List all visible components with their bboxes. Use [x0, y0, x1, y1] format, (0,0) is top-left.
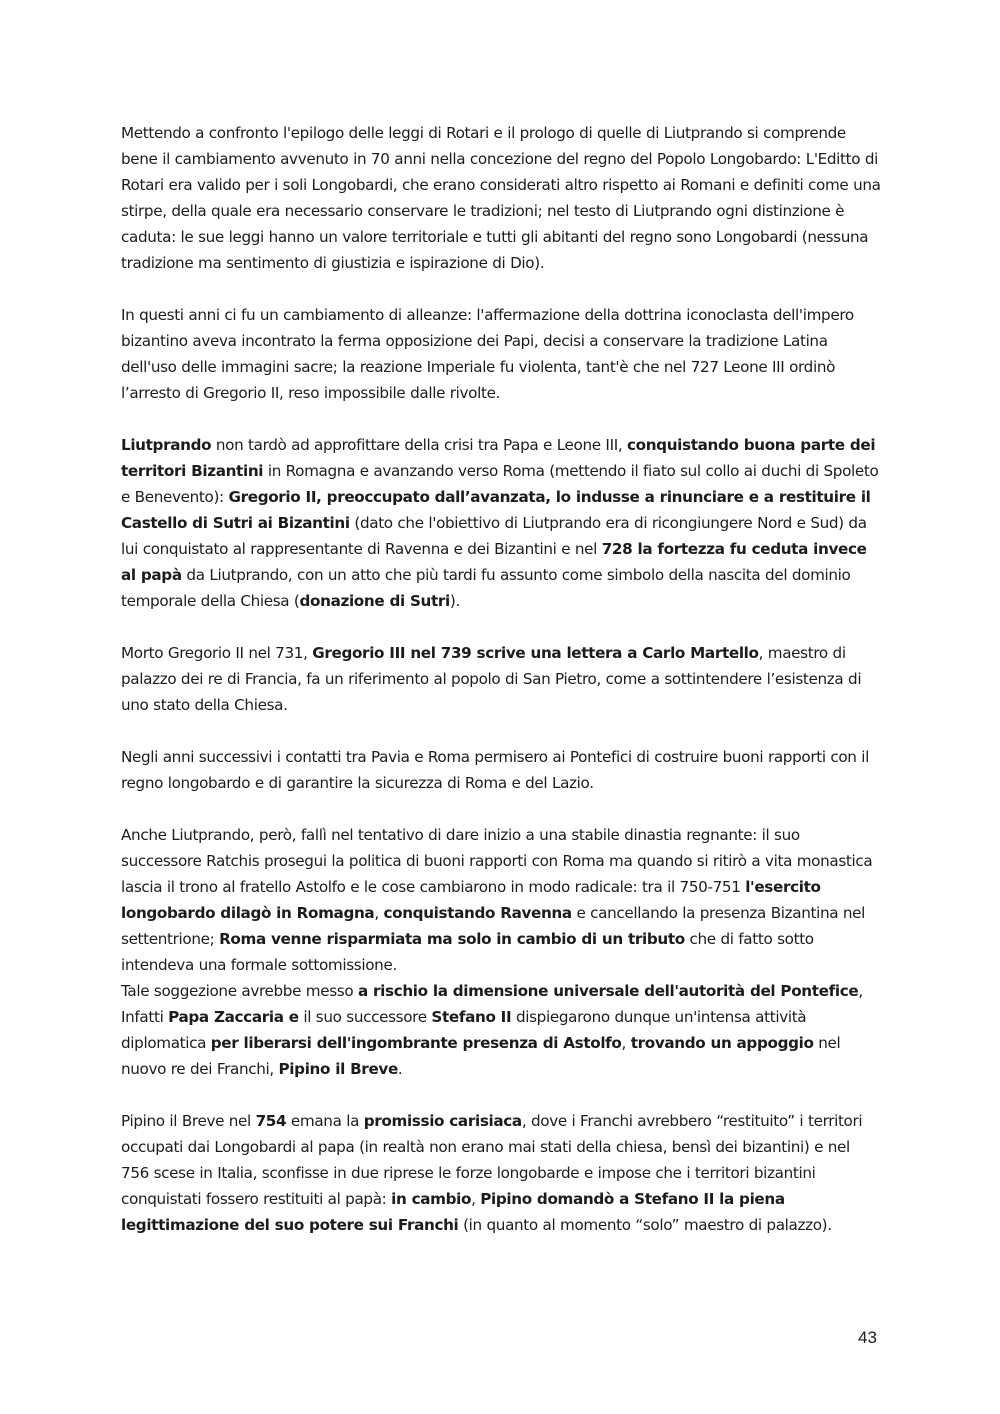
text-run: non tardò ad approfittare della crisi tra Papa e Leone III, — [211, 436, 627, 454]
bold-text: Gregorio III nel 739 scrive una lettera a Carlo Martello — [312, 644, 759, 662]
text-run: Pipino il Breve nel — [121, 1112, 256, 1130]
page-number: 43 — [858, 1328, 877, 1347]
text-run: , dove i Franchi avrebbero “restituito” i territori occupati dai Longobardi al papa (in realtà non erano mai stati della chiesa, bensì dei bizantini) e nel 756 scese in Italia, sconfisse in due riprese le forze longobarde e impose che i territori bizantini conquistati fossero restituiti al papà: — [121, 1112, 863, 1208]
paragraph — [121, 1108, 881, 1238]
paragraph — [121, 744, 881, 796]
paragraph — [121, 640, 881, 718]
text-run: , — [374, 904, 384, 922]
text-run: , Infatti — [121, 982, 863, 1026]
text-run: che di fatto sotto intendeva una formale sottomissione. — [121, 930, 814, 974]
text-run: Mettendo a confronto l'epilogo delle leggi di Rotari e il prologo di quelle di Liutprando si comprende bene il cambiamento avvenuto in 70 anni nella concezione del regno del Popolo Longobardo: L'Editto di Rotari era valido per i soli Longobardi, che erano considerati altro rispetto ai Romani e definiti come una stirpe, della quale era necessario conservare le tradizioni; nel testo di Liutprando ogni distinzione è caduta: le sue leggi hanno un valore territoriale e tutti gli abitanti del regno sono Longobardi (nessuna tradizione ma sentimento di giustizia e ispirazione di Dio). — [121, 124, 881, 272]
paragraph — [121, 978, 881, 1082]
text-run: il suo successore — [298, 1008, 432, 1026]
paragraph — [121, 822, 881, 978]
bold-text: Pipino domandò a Stefano II la piena legittimazione del suo potere sui Franchi — [121, 1190, 785, 1234]
bold-text: conquistando buona parte dei territori Bizantini — [121, 436, 876, 480]
text-run: , maestro di palazzo dei re di Francia, fa un riferimento al popolo di San Pietro, come a sottintendere l’esistenza di uno stato della Chiesa. — [121, 644, 862, 714]
text-run: in Romagna e avanzando verso Roma (mettendo il fiato sul collo ai duchi di Spoleto e Benevento): — [121, 462, 879, 506]
text-run: nel nuovo re dei Franchi, — [121, 1034, 841, 1078]
text-run: e cancellando la presenza Bizantina nel settentrione; — [121, 904, 866, 948]
paragraph — [121, 120, 881, 276]
text-run: Anche Liutprando, però, fallì nel tentativo di dare inizio a una stabile dinastia regnante: il suo successore Ratchis prosegui la politica di buoni rapporti con Roma ma quando si ritirò a vita monastica lascia il trono al fratello Astolfo e le cose cambiarono in modo radicale: tra il 750-751 — [121, 826, 873, 896]
bold-text: Stefano II — [431, 1008, 512, 1026]
text-run: . — [397, 1060, 403, 1078]
text-run: Morto Gregorio II nel 731, — [121, 644, 313, 662]
bold-text: donazione di Sutri — [299, 592, 450, 610]
text-run: Tale soggezione avrebbe messo — [121, 982, 358, 1000]
body-text — [121, 120, 881, 1264]
text-run: (in quanto al momento “solo” maestro di palazzo). — [458, 1216, 832, 1234]
text-run: dispiegarono dunque un'intensa attività diplomatica — [121, 1008, 807, 1052]
bold-text: in cambio — [391, 1190, 472, 1208]
bold-text: Pipino il Breve — [278, 1060, 398, 1078]
bold-text: conquistando Ravenna — [383, 904, 572, 922]
bold-text: 754 — [255, 1112, 287, 1130]
text-run: (dato che l'obiettivo di Liutprando era di ricongiungere Nord e Sud) da lui conquistato al rappresentante di Ravenna e dei Bizantini e nel — [121, 514, 867, 558]
bold-text: trovando un appoggio — [630, 1034, 814, 1052]
text-run: In questi anni ci fu un cambiamento di alleanze: l'affermazione della dottrina iconoclasta dell'impero bizantino aveva incontrato la ferma opposizione dei Papi, decisi a conservare la tradizione Latina dell'uso delle immagini sacre; la reazione Imperiale fu violenta, tant'è che nel 727 Leone III ordinò l’arresto di Gregorio II, reso impossibile dalle rivolte. — [121, 306, 854, 402]
bold-text: per liberarsi dell'ingombrante presenza di Astolfo — [210, 1034, 622, 1052]
text-run: Negli anni successivi i contatti tra Pavia e Roma permisero ai Pontefici di costruire buoni rapporti con il regno longobardo e di garantire la sicurezza di Roma e del Lazio. — [121, 748, 870, 792]
bold-text: l'esercito longobardo dilagò in Romagna — [121, 878, 821, 922]
paragraph — [121, 302, 881, 406]
bold-text: 728 la fortezza fu ceduta invece al papà — [121, 540, 867, 584]
paragraph — [121, 432, 881, 614]
text-run: emana la — [286, 1112, 364, 1130]
bold-text: Gregorio II, preoccupato dall’avanzata, lo indusse a rinunciare e a restituire il Castello di Sutri ai Bizantini — [121, 488, 871, 532]
bold-text: a rischio la dimensione universale dell'autorità del Pontefice — [357, 982, 859, 1000]
text-run: ). — [449, 592, 460, 610]
bold-text: Roma venne risparmiata ma solo in cambio di un tributo — [219, 930, 685, 948]
text-run: , — [471, 1190, 481, 1208]
bold-text: Liutprando — [121, 436, 212, 454]
text-run: , — [621, 1034, 631, 1052]
bold-text: Papa Zaccaria e — [168, 1008, 299, 1026]
bold-text: promissio carisiaca — [363, 1112, 522, 1130]
text-run: da Liutprando, con un atto che più tardi fu assunto come simbolo della nascita del dominio temporale della Chiesa ( — [121, 566, 851, 610]
